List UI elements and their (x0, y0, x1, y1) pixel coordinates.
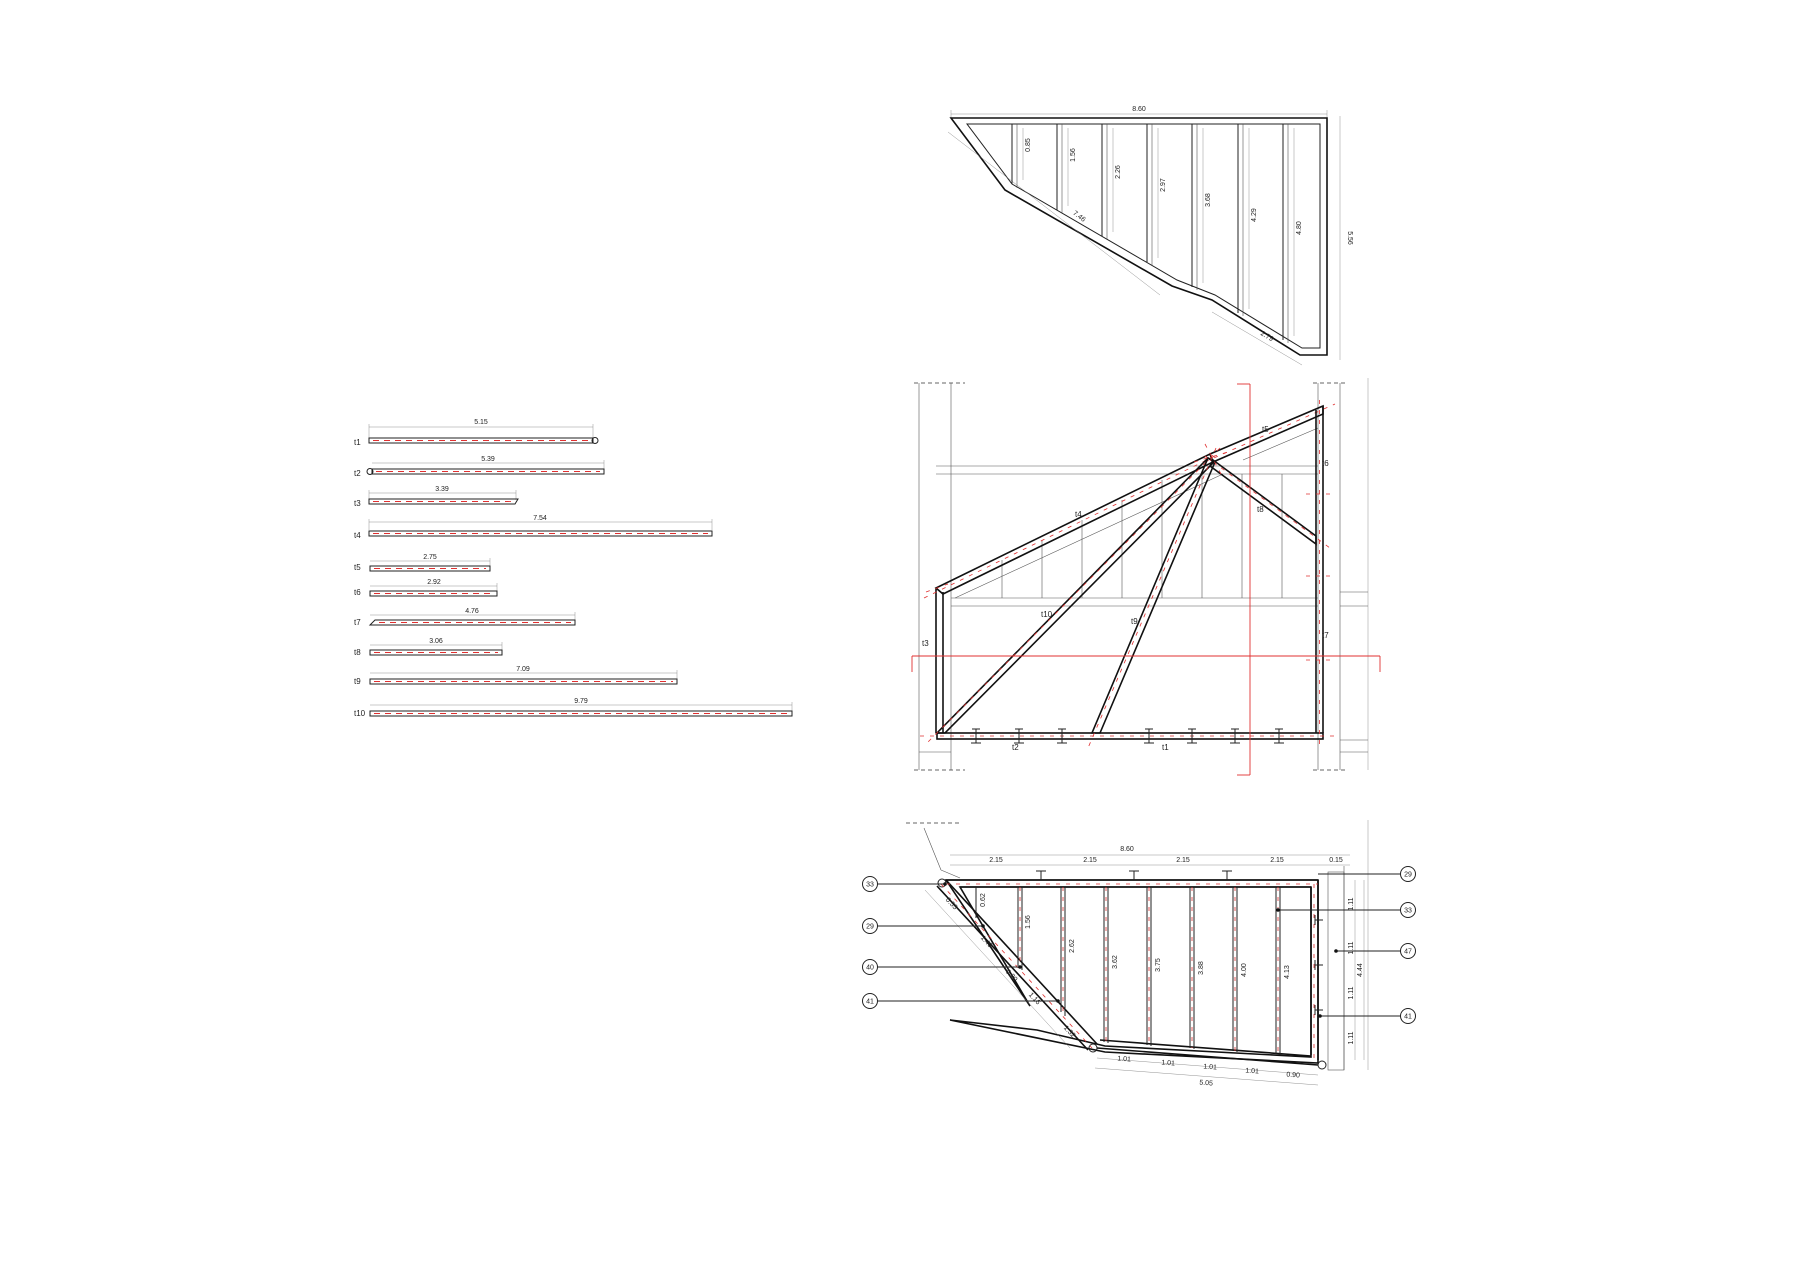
side-dim: 1.11 (1348, 986, 1355, 1000)
callout-tag: 41 (866, 998, 874, 1006)
bottom-dim: 1.01 (1117, 1055, 1132, 1064)
timber-length: 7.54 (533, 515, 547, 522)
stud-dim: 1.56 (1025, 915, 1032, 929)
timber-id: t4 (354, 531, 361, 540)
stud-dim: 2.26 (1115, 165, 1122, 179)
module-dim: 2.15 (989, 857, 1003, 864)
module-dim: 2.15 (1270, 857, 1284, 864)
timber-id: t2 (354, 469, 361, 478)
timber-row-t8 (354, 638, 502, 657)
callouts-right (1276, 867, 1415, 1024)
bottom-dim: 1.01 (1161, 1059, 1176, 1068)
top-plan-drawing (948, 106, 1353, 365)
diag-dim: 1.40 (978, 934, 994, 950)
side-dim: 1.11 (1348, 897, 1355, 911)
stud-dim: 3.68 (1205, 193, 1212, 207)
elevation-connectors (971, 729, 1284, 743)
timber-length: 3.06 (429, 638, 443, 645)
plan-top-width-dim: 8.60 (1132, 106, 1146, 113)
diag-dim: 1.32 (1061, 1024, 1077, 1040)
stud-dim: 0.62 (980, 893, 987, 907)
timber-id: t9 (354, 677, 361, 686)
member-tag-t8: t8 (1257, 505, 1264, 514)
timber-id: t7 (354, 618, 361, 627)
stud-dim: 1.56 (1070, 148, 1077, 162)
member-tag-t1: t1 (1162, 743, 1169, 752)
stud-dim: 4.13 (1284, 965, 1291, 979)
callout-tag: 33 (866, 881, 874, 889)
timber-length: 9.79 (574, 698, 588, 705)
callout-tag: 40 (866, 964, 874, 972)
bottom-dim: 1.01 (1203, 1063, 1218, 1072)
timber-id: t6 (354, 588, 361, 597)
plan-top-stud-dims (1023, 128, 1303, 336)
member-tag-t3: t3 (922, 639, 929, 648)
timber-length: 5.15 (474, 419, 488, 426)
member-tag-t6: t6 (1322, 459, 1329, 468)
stud-dim: 2.97 (1160, 178, 1167, 192)
timber-length: 2.92 (427, 579, 441, 586)
timber-length: 7.09 (516, 666, 530, 673)
bottom-dim: 0.90 (1286, 1071, 1301, 1080)
stud-dim: 4.29 (1251, 208, 1258, 222)
timber-length: 4.76 (465, 608, 479, 615)
stud-dim: 3.88 (1198, 961, 1205, 975)
callout-tag: 29 (1404, 871, 1412, 879)
member-tag-t9: t9 (1131, 617, 1138, 626)
stud-dim: 4.00 (1241, 963, 1248, 977)
member-tag-t2: t2 (1012, 743, 1019, 752)
module-dim: 2.15 (1083, 857, 1097, 864)
timber-length: 5.39 (481, 456, 495, 463)
stud-dim: 0.85 (1025, 138, 1032, 152)
module-dim: 2.15 (1176, 857, 1190, 864)
diag-dim: 1.16 (1026, 991, 1042, 1007)
side-total-dim: 4.44 (1357, 963, 1364, 977)
member-tag-t4: t4 (1075, 510, 1082, 519)
stud-dim: 2.62 (1069, 939, 1076, 953)
timber-cutting-list (354, 419, 792, 718)
diag-dim: 0.20 (1003, 968, 1019, 984)
timber-row-t6 (354, 579, 497, 597)
plan-top-height-dim: 5.56 (1346, 231, 1353, 245)
timber-length: 3.39 (435, 486, 449, 493)
plan-top-diag-dim-lower: 2.79 (1259, 330, 1275, 344)
timber-id: t8 (354, 648, 361, 657)
plan-bottom-studs (976, 887, 1280, 1055)
timber-row-t10 (354, 698, 792, 718)
plan-bottom-stud-dims (980, 893, 1291, 979)
timber-row-t5 (354, 554, 490, 572)
elevation-drawing (912, 378, 1380, 775)
end-dim: 0.15 (1329, 857, 1343, 864)
side-dim: 1.11 (1348, 941, 1355, 955)
bottom-total-dim: 5.05 (1199, 1079, 1214, 1088)
timber-row-t4 (354, 515, 712, 540)
timber-id: t3 (354, 499, 361, 508)
stud-dim: 3.62 (1112, 955, 1119, 969)
timber-id: t10 (354, 709, 366, 718)
stud-dim: 4.80 (1296, 221, 1303, 235)
elevation-axis-lines (912, 384, 1380, 775)
plan-bottom-width-dim: 8.60 (1120, 846, 1134, 853)
callout-tag: 29 (866, 923, 874, 931)
member-tag-t7: t7 (1322, 631, 1329, 640)
timber-row-t9 (354, 666, 677, 686)
diag-dim: 0.55 (943, 896, 959, 912)
plan-top-diag-dim-upper: 7.46 (1071, 209, 1087, 224)
timber-row-t3 (354, 486, 518, 508)
timber-row-t2 (354, 456, 604, 478)
timber-length: 2.75 (423, 554, 437, 561)
stud-dim: 3.75 (1155, 958, 1162, 972)
plan-top-studs (1012, 124, 1288, 343)
callout-tag: 41 (1404, 1013, 1412, 1021)
callout-tag: 33 (1404, 907, 1412, 915)
side-dim: 1.11 (1348, 1031, 1355, 1045)
bottom-plan-drawing (863, 820, 1416, 1087)
member-tag-t5: t5 (1262, 425, 1269, 434)
timber-row-t1 (354, 419, 598, 447)
elevation-members (920, 400, 1340, 750)
timber-row-t7 (354, 608, 575, 627)
timber-id: t5 (354, 563, 361, 572)
callout-tag: 47 (1404, 948, 1412, 956)
member-tag-t10: t10 (1041, 610, 1053, 619)
timber-id: t1 (354, 438, 361, 447)
bottom-dim: 1.01 (1245, 1067, 1260, 1076)
